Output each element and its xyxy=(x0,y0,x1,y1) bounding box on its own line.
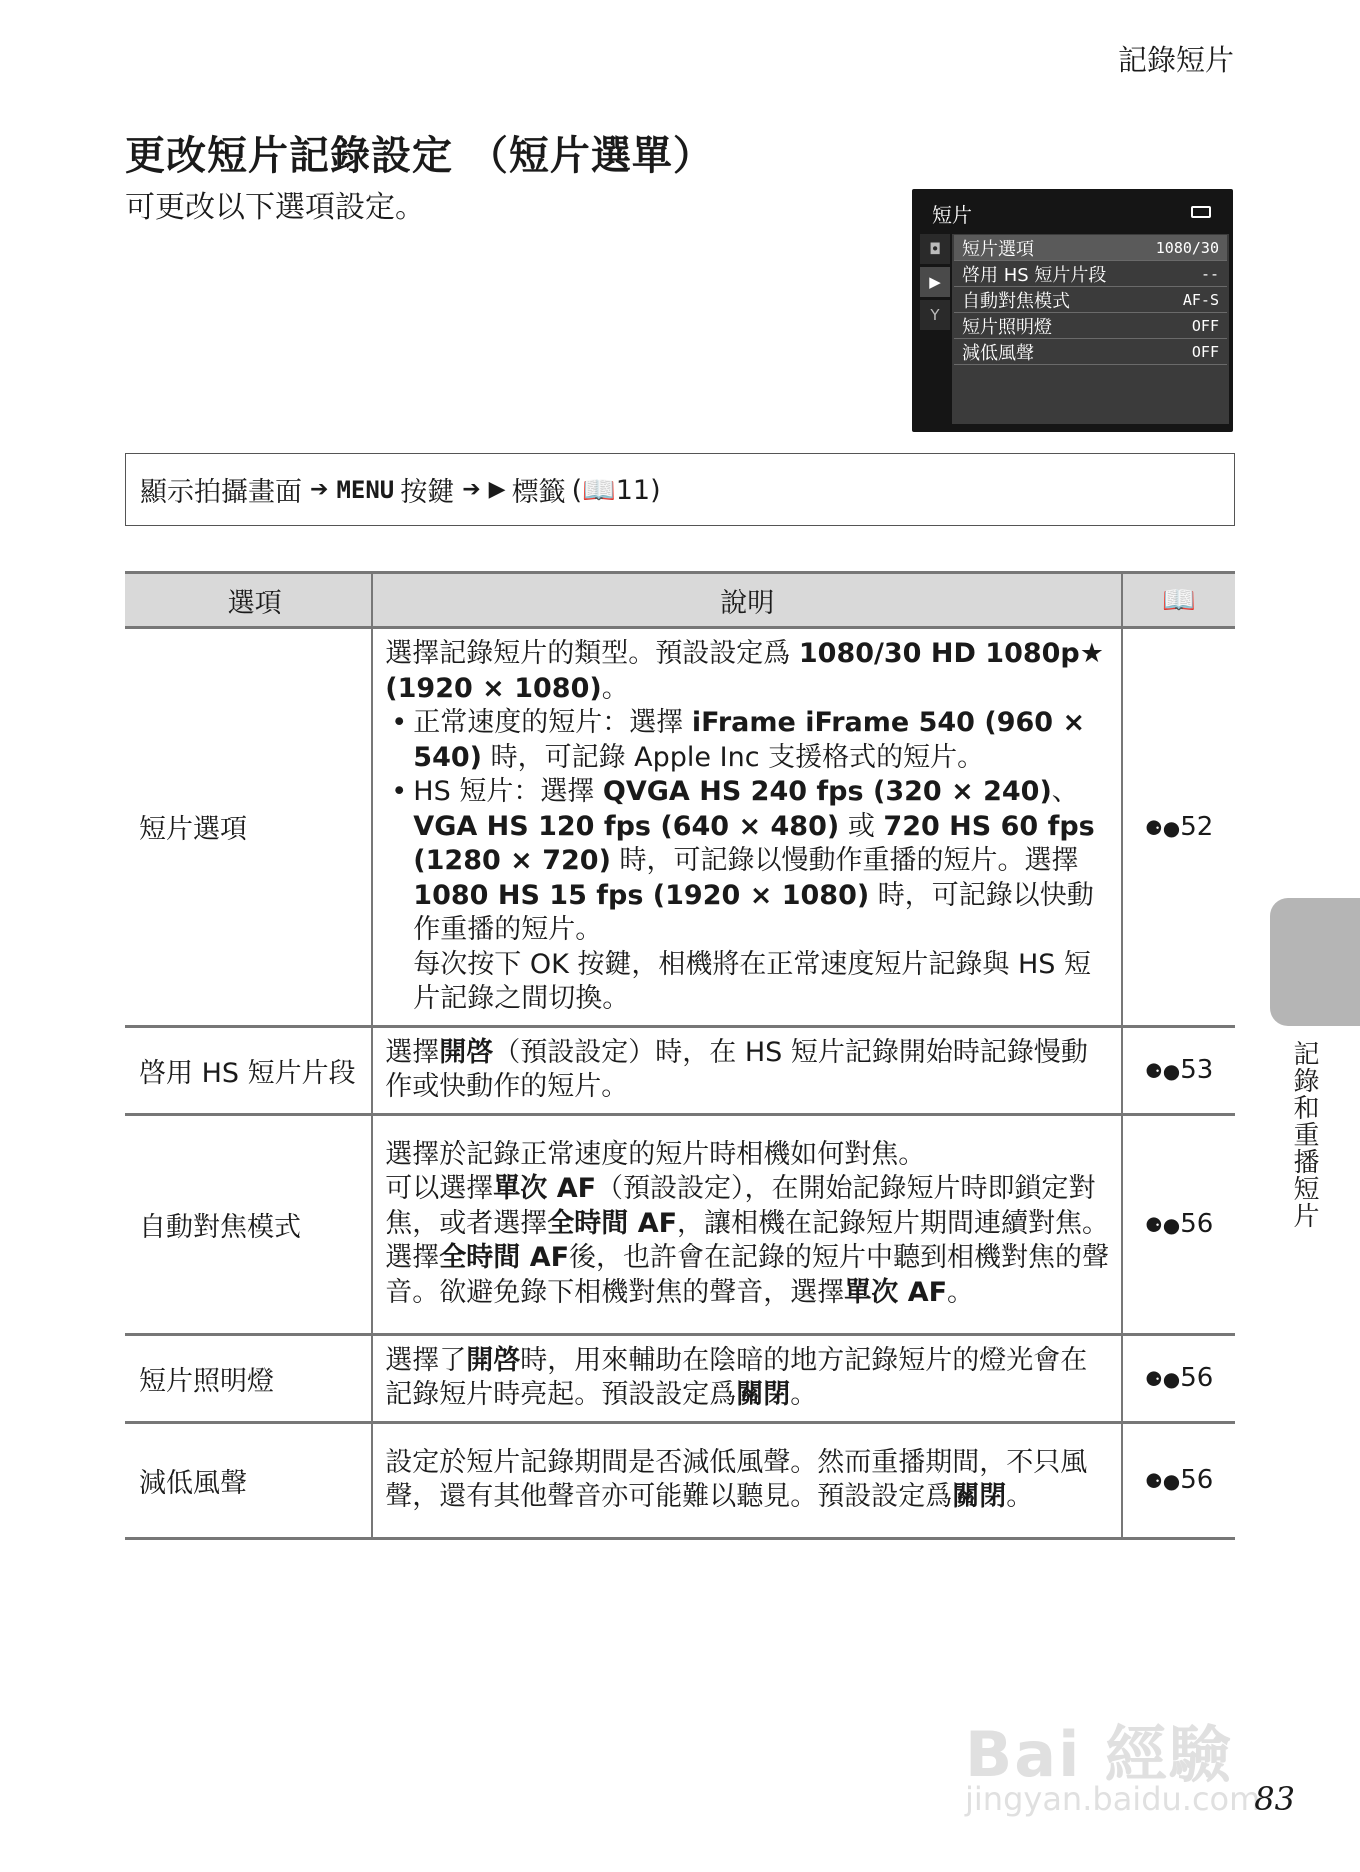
table-row xyxy=(125,1114,1235,1334)
option-description: 設定於短片記錄期間是否減低風聲。然而重播期間，不只風聲，還有其他聲音亦可能難以聽見。預設設定爲關閉。 xyxy=(372,1422,1122,1538)
page-subtitle: 可更改以下選項設定。 xyxy=(125,190,425,225)
option-name: 自動對焦模式 xyxy=(125,1114,372,1334)
nav-step-button: 按鍵 xyxy=(400,477,455,508)
lcd-row: 短片照明燈 OFF xyxy=(954,313,1227,339)
navigation-path xyxy=(125,453,1235,526)
page-reference: ⚈●56 xyxy=(1122,1334,1235,1422)
menu-key-label: MENU xyxy=(336,475,395,504)
list-note: 每次按下 OK 按鍵，相機將在正常速度短片記錄與 HS 短片記錄之間切換。 xyxy=(413,948,1092,1014)
watermark-logo: Bai 經驗 xyxy=(965,1718,1233,1791)
table-row xyxy=(125,628,1235,1027)
page-reference: ⚈●53 xyxy=(1122,1026,1235,1114)
options-table xyxy=(125,571,1235,1540)
option-description: 選擇於記錄正常速度的短片時相機如何對焦。 可以選擇單次 AF（預設設定），在開始記錄短片時即鎖定對焦，或者選擇全時間 AF，讓相機在記錄短片期間連續對焦。 選擇全時間 AF後，也許會在記錄的短片中聽到相機對焦的聲音。欲避免錄下相機對焦的聲音，選擇單次 AF。 xyxy=(372,1114,1122,1334)
chapter-tab xyxy=(1270,898,1360,1026)
camera-menu-screen xyxy=(912,189,1233,432)
option-name: 短片照明燈 xyxy=(125,1334,372,1422)
arrow-right-icon: ➔ xyxy=(310,477,329,502)
list-item: • HS 短片：選擇 QVGA HS 240 fps (320 × 240)、VGA HS 120 fps (640 × 480) 或 720 HS 60 fps (1280 × 720) 時，可記錄以慢動作重播的短片。選擇 1080 HS 15 fps (1920 × 1080) 時，可記錄以快動作重播的短片。 xyxy=(385,775,1111,948)
watermark-url: jingyan.baidu.com xyxy=(965,1780,1261,1818)
section-header: 記錄短片 xyxy=(1117,43,1234,77)
option-description: 選擇記錄短片的類型。預設設定爲 1080/30 HD 1080p★ (1920 × 1080)。 • 正常速度的短片：選擇 iFrame iFrame 540 (960 × 540) 時，可記錄 Apple Inc 支援格式的短片。 • HS 短片：選擇 QVGA HS 240 fps (320 × 240)、VGA HS 120 fps (640 × 480) 或 720 HS 60 fps (1280 × 720) 時，可記錄以慢動作重播的短片。選擇 1080 HS 15 fps (1920 × 1080) 時，可記錄以快動作重播的短片。 每次按下 OK 按鍵，相機將在正常速度短片記錄與 HS 短片記錄之間切換。 xyxy=(372,628,1122,1027)
lcd-menu-title: 短片 xyxy=(932,203,972,227)
lcd-row: 自動對焦模式 AF-S xyxy=(954,287,1227,313)
lcd-row: 減低風聲 OFF xyxy=(954,339,1227,365)
option-name: 啓用 HS 短片片段 xyxy=(125,1026,372,1114)
option-description: 選擇了開啓時，用來輔助在陰暗的地方記錄短片的燈光會在記錄短片時亮起。預設設定爲關閉。 xyxy=(372,1334,1122,1422)
option-description: 選擇開啓（預設設定）時，在 HS 短片記錄開始時記錄慢動作或快動作的短片。 xyxy=(372,1026,1122,1114)
table-row xyxy=(125,1026,1235,1114)
table-row xyxy=(125,1334,1235,1422)
page-reference: ⚈●52 xyxy=(1122,628,1235,1027)
nav-step-shooting-screen: 顯示拍攝畫面 xyxy=(140,477,302,508)
wrench-icon: Y xyxy=(920,300,950,330)
extended-reference-icon: ⚈● xyxy=(1144,815,1181,840)
list-item: • 正常速度的短片：選擇 iFrame iFrame 540 (960 × 540) 時，可記錄 Apple Inc 支援格式的短片。 xyxy=(385,706,1111,775)
column-header-description: 說明 xyxy=(372,573,1122,628)
arrow-right-icon: ➔ xyxy=(462,477,481,502)
option-name: 減低風聲 xyxy=(125,1422,372,1538)
lcd-row: 短片選項 1080/30 xyxy=(954,235,1227,261)
nav-step-tab: 標籤 xyxy=(511,477,566,508)
table-row xyxy=(125,1422,1235,1538)
extended-reference-icon: ⚈● xyxy=(1144,1213,1181,1237)
chapter-label: 記錄和重播短片 xyxy=(1289,1040,1319,1229)
column-header-option: 選項 xyxy=(125,573,372,628)
movie-icon: ▶ xyxy=(920,267,950,297)
extended-reference-icon: ⚈● xyxy=(1144,1059,1181,1083)
camera-icon: ◘ xyxy=(920,234,950,264)
page-number: 83 xyxy=(1254,1780,1295,1818)
nav-page-ref: (📖11) xyxy=(571,474,661,506)
column-header-page-ref: 📖 xyxy=(1122,573,1235,628)
option-name: 短片選項 xyxy=(125,628,372,1027)
extended-reference-icon: ⚈● xyxy=(1144,1469,1181,1493)
lcd-tabs xyxy=(920,234,950,334)
lcd-row: 啓用 HS 短片片段 -- xyxy=(954,261,1227,287)
battery-icon xyxy=(1191,206,1211,218)
movie-icon: ▶ xyxy=(488,477,506,502)
page-title: 更改短片記錄設定 （短片選單） xyxy=(125,133,714,179)
extended-reference-icon: ⚈● xyxy=(1144,1367,1181,1391)
page-reference: ⚈●56 xyxy=(1122,1422,1235,1538)
page-reference: ⚈●56 xyxy=(1122,1114,1235,1334)
